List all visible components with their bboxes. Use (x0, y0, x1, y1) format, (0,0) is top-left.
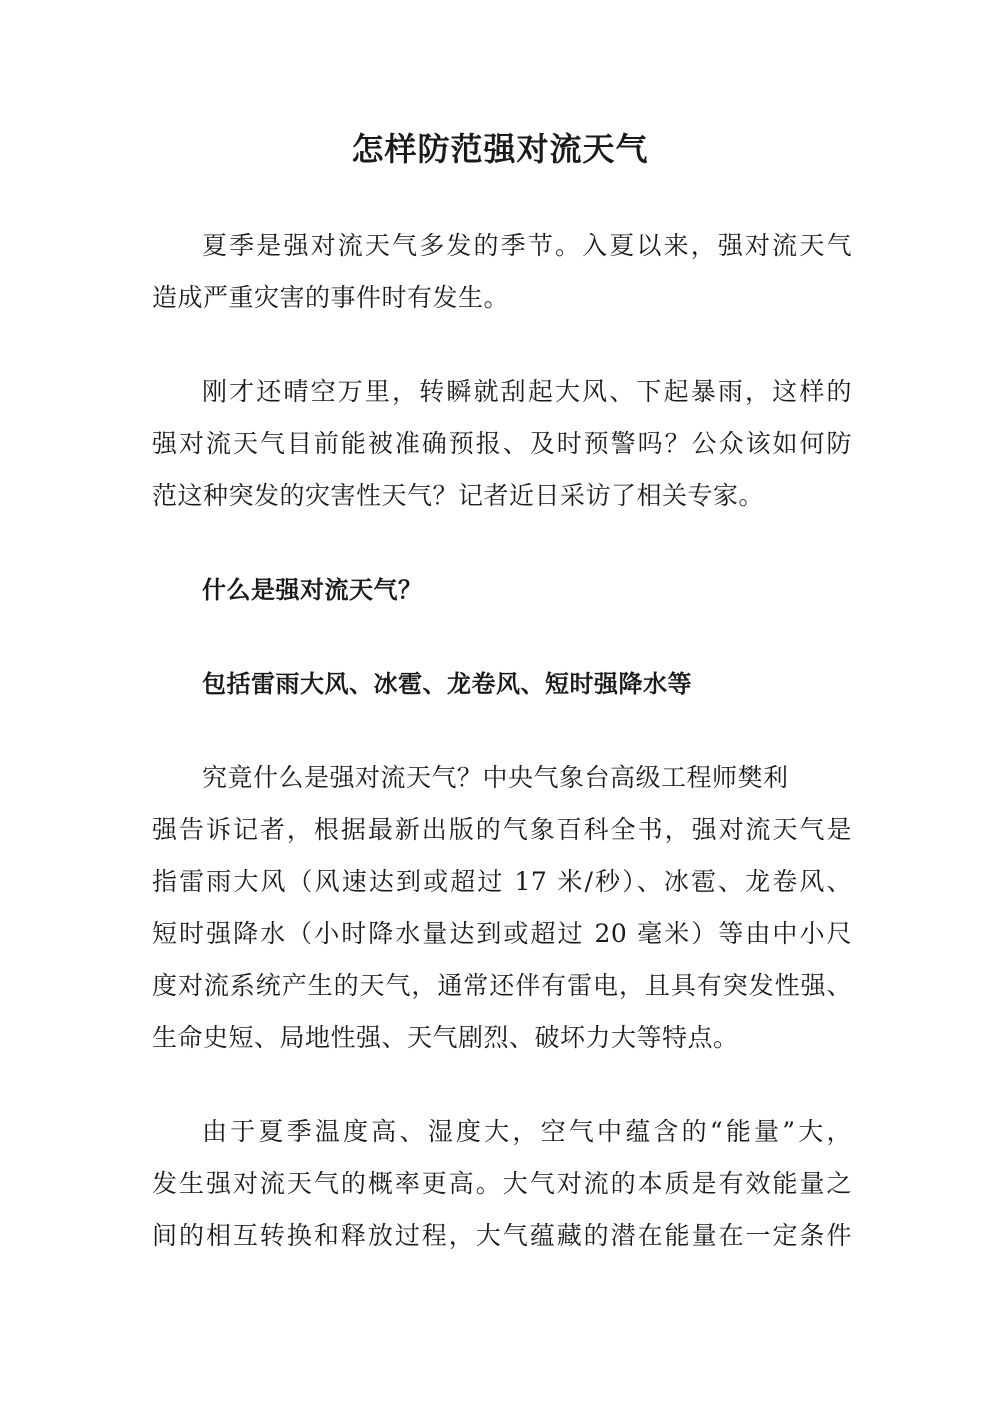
document-body (152, 220, 852, 1262)
paragraph-line: 短时强降水（小时降水量达到或超过 20 毫米）等由中小尺 (152, 919, 852, 948)
paragraph-line: 范这种突发的灾害性天气？记者近日采访了相关专家。 (152, 481, 765, 510)
paragraph-gap (152, 324, 852, 366)
section-heading-what-is: 什么是强对流天气？ (202, 576, 423, 604)
paragraph-2 (152, 366, 852, 522)
paragraph-line: 刚才还晴空万里，转瞬就刮起大风、下起暴雨，这样的 (202, 377, 852, 406)
paragraph-line: 度对流系统产生的天气，通常还伴有雷电，且具有突发性强、 (152, 971, 852, 1000)
paragraph-line: 究竟什么是强对流天气？中央气象台高级工程师樊利 (202, 763, 789, 792)
paragraph-line: 强告诉记者，根据最新出版的气象百科全书，强对流天气是 (152, 815, 852, 844)
paragraph-line: 指雷雨大风（风速达到或超过 17 米/秒）、冰雹、龙卷风、 (152, 867, 852, 896)
paragraph-3 (152, 752, 852, 1064)
paragraph-gap (152, 1064, 852, 1106)
paragraph-gap (152, 522, 852, 564)
paragraph-line: 由于夏季温度高、湿度大，空气中蕴含的“能量”大， (202, 1117, 852, 1146)
paragraph-gap (152, 710, 852, 752)
paragraph-1 (152, 220, 852, 324)
document-title: 怎样防范强对流天气 (351, 130, 649, 168)
paragraph-line: 造成严重灾害的事件时有发生。 (152, 283, 510, 312)
section-heading-includes: 包括雷雨大风、冰雹、龙卷风、短时强降水等 (202, 670, 692, 698)
paragraph-gap (152, 616, 852, 658)
paragraph-4 (152, 1106, 852, 1262)
paragraph-line: 强对流天气目前能被准确预报、及时预警吗？公众该如何防 (152, 429, 852, 458)
paragraph-line: 生命史短、局地性强、天气剧烈、破坏力大等特点。 (152, 1023, 739, 1052)
paragraph-line: 夏季是强对流天气多发的季节。入夏以来，强对流天气 (202, 231, 852, 260)
paragraph-line: 发生强对流天气的概率更高。大气对流的本质是有效能量之 (152, 1169, 852, 1198)
paragraph-line: 间的相互转换和释放过程，大气蕴藏的潜在能量在一定条件 (152, 1221, 852, 1250)
